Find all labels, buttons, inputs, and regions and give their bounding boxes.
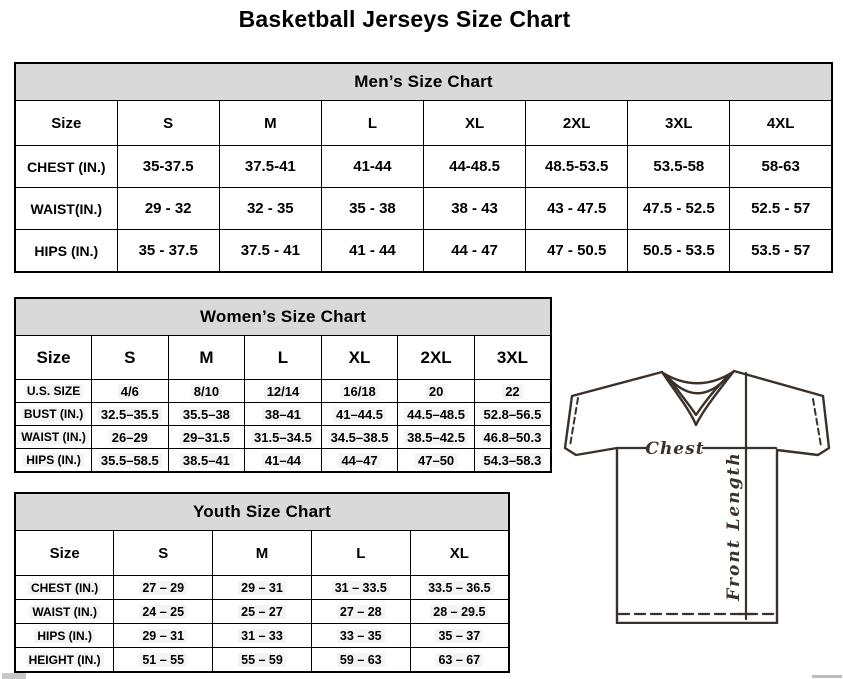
youth-cell-value: 33 – 35: [337, 629, 385, 643]
men-cell: [526, 146, 628, 188]
women-table-row: [15, 426, 551, 449]
youth-cell-value: 31 – 33: [238, 629, 286, 643]
womens-size-chart-table: [14, 297, 552, 473]
men-cell: [730, 188, 832, 230]
youth-cell-value: 25 – 27: [238, 605, 286, 619]
women-cell-value: 34.5–38.5: [328, 430, 392, 445]
youth-cell: [410, 576, 509, 600]
youth-cell: [213, 600, 312, 624]
youth-cell: [114, 624, 213, 648]
women-header-size: Size: [15, 336, 92, 380]
men-cell: [219, 188, 321, 230]
women-cell: [92, 449, 169, 473]
women-header-3xl: 3XL: [474, 336, 551, 380]
men-header-s: S: [117, 101, 219, 146]
youth-header-size: Size: [15, 531, 114, 576]
women-cell-value: 4/6: [118, 384, 142, 399]
men-cell-value: 35 - 38: [349, 200, 396, 217]
youth-cell-value: 27 – 29: [139, 581, 187, 595]
women-cell-value: 32.5–35.5: [98, 407, 162, 422]
youth-cell-value: 51 – 55: [139, 653, 187, 667]
men-table-row: [15, 188, 832, 230]
men-cell-value: 52.5 - 57: [751, 200, 811, 217]
men-header-size: Size: [15, 101, 117, 146]
women-row-label: [15, 403, 92, 426]
women-cell: [321, 426, 398, 449]
youth-row-label: [15, 648, 114, 673]
women-cell: [168, 449, 245, 473]
women-chart-title: Women’s Size Chart: [15, 298, 551, 336]
women-header-l: L: [245, 336, 322, 380]
men-cell: [628, 146, 730, 188]
women-cell-value: 35.5–38: [180, 407, 233, 422]
men-row-label-text: WAIST(IN.): [30, 200, 103, 217]
men-cell: [219, 146, 321, 188]
youth-cell: [410, 624, 509, 648]
men-cell-value: 43 - 47.5: [547, 200, 607, 217]
youth-cell: [311, 624, 410, 648]
youth-table-row: [15, 600, 509, 624]
men-header-3xl: 3XL: [628, 101, 730, 146]
horizontal-scrollbar-fragment-left[interactable]: [2, 673, 26, 679]
women-cell-value: 8/10: [191, 384, 222, 399]
youth-cell: [114, 600, 213, 624]
men-cell: [117, 230, 219, 273]
women-header-2xl: 2XL: [398, 336, 475, 380]
women-row-label-text: BUST (IN.): [21, 407, 86, 421]
women-cell: [474, 380, 551, 403]
women-cell: [92, 403, 169, 426]
youth-row-label: [15, 576, 114, 600]
horizontal-scrollbar-fragment-right[interactable]: [812, 675, 842, 678]
men-cell: [321, 146, 423, 188]
women-cell: [474, 426, 551, 449]
youth-header-xl: XL: [410, 531, 509, 576]
women-cell-value: 26–29: [109, 430, 151, 445]
men-header-2xl: 2XL: [526, 101, 628, 146]
men-cell-value: 44-48.5: [449, 158, 500, 175]
youth-table-row: [15, 624, 509, 648]
right-cuff-stitch-line: [813, 399, 821, 446]
youth-cell-value: 29 – 31: [238, 581, 286, 595]
youth-cell: [213, 648, 312, 673]
mens-size-chart-table: [14, 62, 833, 273]
youth-cell: [410, 648, 509, 673]
women-row-label: [15, 449, 92, 473]
youth-row-label-text: HIPS (IN.): [34, 629, 95, 643]
women-cell: [398, 449, 475, 473]
men-cell-value: 41-44: [353, 158, 392, 175]
men-cell: [730, 146, 832, 188]
women-header-s: S: [92, 336, 169, 380]
men-header-4xl: 4XL: [730, 101, 832, 146]
youth-cell-value: 29 – 31: [139, 629, 187, 643]
men-row-label: [15, 230, 117, 273]
women-cell-value: 46.8–50.3: [481, 430, 545, 445]
men-row-label: [15, 188, 117, 230]
men-cell-value: 53.5 - 57: [751, 242, 811, 259]
women-header-m: M: [168, 336, 245, 380]
chest-label: Chest: [645, 439, 705, 459]
women-cell-value: 38–41: [262, 407, 304, 422]
women-header-xl: XL: [321, 336, 398, 380]
women-cell-value: 16/18: [340, 384, 379, 399]
men-cell-value: 58-63: [761, 158, 800, 175]
youth-cell-value: 31 – 33.5: [332, 581, 390, 595]
youth-row-label-text: WAIST (IN.): [29, 605, 100, 619]
women-cell-value: 31.5–34.5: [251, 430, 315, 445]
women-cell-value: 35.5–58.5: [98, 453, 162, 468]
youth-cell-value: 55 – 59: [238, 653, 286, 667]
men-cell-value: 47.5 - 52.5: [642, 200, 715, 217]
youth-row-label-text: CHEST (IN.): [28, 581, 101, 595]
women-cell: [245, 426, 322, 449]
men-header-l: L: [321, 101, 423, 146]
men-header-m: M: [219, 101, 321, 146]
youth-row-label: [15, 624, 114, 648]
youth-cell: [114, 648, 213, 673]
women-table-row: [15, 403, 551, 426]
women-row-label-text: HIPS (IN.): [23, 453, 84, 467]
women-cell: [321, 403, 398, 426]
men-table-row: [15, 146, 832, 188]
women-row-label-text: WAIST (IN.): [18, 430, 89, 444]
youth-row-label: [15, 600, 114, 624]
jersey-outline: [565, 371, 829, 623]
men-cell: [628, 230, 730, 273]
women-cell: [321, 449, 398, 473]
men-cell: [424, 188, 526, 230]
women-cell: [398, 426, 475, 449]
youth-cell: [213, 576, 312, 600]
men-cell: [730, 230, 832, 273]
women-cell-value: 29–31.5: [180, 430, 233, 445]
women-cell-value: 38.5–41: [180, 453, 233, 468]
men-cell-value: 48.5-53.5: [544, 158, 609, 175]
youth-cell: [311, 600, 410, 624]
men-cell: [117, 146, 219, 188]
front-length-label: Front Length: [724, 451, 744, 601]
men-cell: [321, 188, 423, 230]
men-cell: [526, 188, 628, 230]
men-cell-value: 38 - 43: [451, 200, 498, 217]
women-cell-value: 38.5–42.5: [404, 430, 468, 445]
men-cell: [219, 230, 321, 273]
women-cell-value: 12/14: [264, 384, 303, 399]
youth-cell-value: 63 – 67: [435, 653, 483, 667]
men-cell-value: 47 - 50.5: [547, 242, 607, 259]
men-cell-value: 53.5-58: [653, 158, 705, 175]
youth-cell: [114, 576, 213, 600]
youth-header-s: S: [114, 531, 213, 576]
men-cell: [424, 230, 526, 273]
men-cell-value: 50.5 - 53.5: [642, 242, 715, 259]
youth-size-chart-table: [14, 492, 510, 673]
men-cell-value: 35-37.5: [142, 158, 194, 175]
youth-cell-value: 35 – 37: [435, 629, 483, 643]
men-row-label-text: HIPS (IN.): [34, 242, 99, 259]
women-cell: [474, 403, 551, 426]
men-cell-value: 29 - 32: [144, 200, 192, 217]
men-cell: [117, 188, 219, 230]
women-row-label: [15, 426, 92, 449]
men-header-xl: XL: [424, 101, 526, 146]
women-table-row: [15, 449, 551, 473]
women-cell: [92, 380, 169, 403]
women-cell-value: 47–50: [415, 453, 457, 468]
youth-chart-title: Youth Size Chart: [15, 493, 509, 531]
women-cell-value: 44.5–48.5: [404, 407, 468, 422]
women-row-label-text: U.S. SIZE: [24, 384, 83, 398]
men-cell-value: 37.5 - 41: [240, 242, 300, 259]
youth-table-row: [15, 576, 509, 600]
youth-cell-value: 33.5 – 36.5: [425, 581, 494, 595]
women-table-row: [15, 380, 551, 403]
men-row-label: [15, 146, 117, 188]
women-cell-value: 41–44.5: [333, 407, 386, 422]
men-row-label-text: CHEST (IN.): [27, 158, 106, 175]
women-cell: [168, 426, 245, 449]
women-cell: [168, 403, 245, 426]
youth-cell-value: 59 – 63: [337, 653, 385, 667]
youth-cell: [410, 600, 509, 624]
women-cell-value: 20: [426, 384, 446, 399]
men-cell: [424, 146, 526, 188]
women-cell: [398, 403, 475, 426]
women-cell: [245, 449, 322, 473]
youth-cell-value: 27 – 28: [337, 605, 385, 619]
women-cell-value: 22: [502, 384, 522, 399]
women-cell: [321, 380, 398, 403]
youth-cell-value: 28 – 29.5: [430, 605, 488, 619]
women-cell: [474, 449, 551, 473]
youth-header-m: M: [213, 531, 312, 576]
women-cell: [245, 380, 322, 403]
women-cell: [168, 380, 245, 403]
men-cell-value: 35 - 37.5: [138, 242, 198, 259]
women-cell-value: 41–44: [262, 453, 304, 468]
men-cell: [526, 230, 628, 273]
men-cell: [321, 230, 423, 273]
women-cell: [245, 403, 322, 426]
youth-row-label-text: HEIGHT (IN.): [26, 653, 104, 667]
women-cell-value: 52.8–56.5: [481, 407, 545, 422]
youth-table-row: [15, 648, 509, 673]
men-cell-value: 37.5-41: [244, 158, 296, 175]
men-cell-value: 41 - 44: [349, 242, 396, 259]
youth-cell: [213, 624, 312, 648]
men-cell: [628, 188, 730, 230]
women-row-label: [15, 380, 92, 403]
youth-cell: [311, 576, 410, 600]
men-table-row: [15, 230, 832, 273]
youth-cell-value: 24 – 25: [139, 605, 187, 619]
women-cell: [398, 380, 475, 403]
youth-cell: [311, 648, 410, 673]
men-cell-value: 32 - 35: [246, 200, 294, 217]
page-title: Basketball Jerseys Size Chart: [238, 6, 571, 32]
women-cell-value: 44–47: [338, 453, 380, 468]
men-cell-value: 44 - 47: [451, 242, 498, 259]
youth-header-l: L: [311, 531, 410, 576]
men-chart-title: Men’s Size Chart: [15, 63, 832, 101]
women-cell: [92, 426, 169, 449]
jersey-measurement-diagram: [552, 358, 837, 624]
women-cell-value: 54.3–58.3: [481, 453, 545, 468]
